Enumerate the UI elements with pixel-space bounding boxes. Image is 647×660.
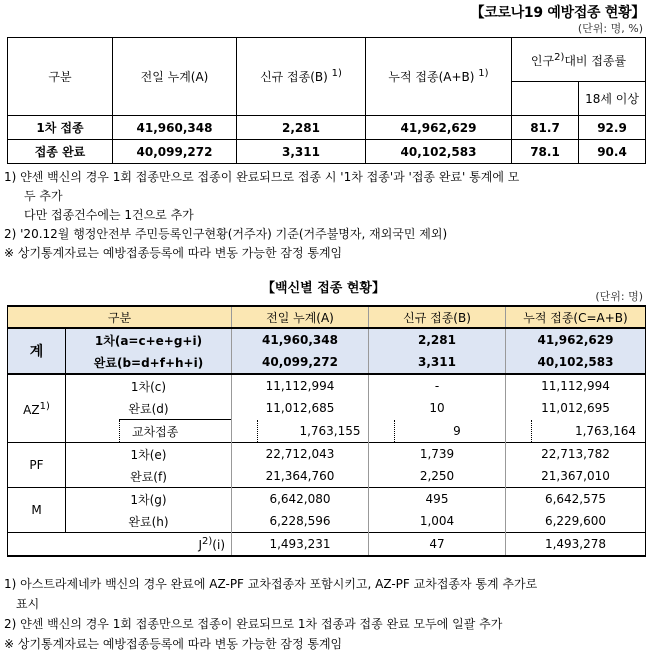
header-cum: 누적 접종(C=A+B): [506, 306, 646, 328]
row-cum: 40,102,583: [366, 140, 512, 164]
sum-new: 3,311: [369, 351, 506, 374]
row-ratio: 81.7: [512, 116, 579, 140]
sum-prev: 40,099,272: [232, 351, 369, 374]
footnote: 1) 얀센 백신의 경우 1회 접종만으로 접종이 완료되므로 접종 시 '1차 접종'과 '접종 완료' 통계에 모: [4, 170, 520, 184]
footnote: ※ 상기통계자료는 예방접종등록에 따라 변동 가능한 잠정 통계임: [4, 637, 343, 651]
row-prev: 40,099,272: [113, 140, 237, 164]
m-new: 1,004: [369, 510, 506, 533]
m-label: M: [8, 488, 66, 533]
m-cum: 6,229,600: [506, 510, 646, 533]
j-cum: 1,493,278: [506, 533, 646, 557]
sum-label: 계: [8, 328, 66, 374]
footnotes-1: [4, 168, 644, 263]
az-prev: 11,012,685: [232, 397, 369, 420]
header-prev-cum: 전일 누계(A): [113, 38, 237, 116]
page-title: 【코로나19 예방접종 현황】: [470, 5, 645, 21]
header-age: 18세 이상: [579, 82, 646, 116]
m-prev: 6,228,596: [232, 510, 369, 533]
m-sub: 1차(g): [66, 488, 232, 511]
vaccine-type-table: [7, 305, 646, 557]
pf-cum: 21,367,010: [506, 465, 646, 488]
sum-new: 2,281: [369, 328, 506, 351]
header-empty: [512, 82, 579, 116]
az-cross-cum: 1,763,164: [506, 420, 646, 443]
footnote: 2) '20.12월 행정안전부 주민등록인구현황(거주자) 기준(거주불명자, 재외국민 제외): [4, 227, 448, 241]
pf-new: 2,250: [369, 465, 506, 488]
az-label: AZ$^{1)}$: [8, 374, 66, 443]
m-new: 495: [369, 488, 506, 511]
j-label: $J^{2)}(i)$: [8, 533, 232, 557]
m-cum: 6,642,575: [506, 488, 646, 511]
m-prev: 6,642,080: [232, 488, 369, 511]
row-cum: 41,962,629: [366, 116, 512, 140]
row-age: 90.4: [579, 140, 646, 164]
header-category: 구분: [8, 38, 113, 116]
row-label: 접종 완료: [8, 140, 113, 164]
row-prev: 41,960,348: [113, 116, 237, 140]
j-new: 47: [369, 533, 506, 557]
m-sub: 완료(h): [66, 510, 232, 533]
unit-label: (단위: 명): [595, 290, 643, 303]
row-new: 2,281: [237, 116, 366, 140]
footnote: 표시: [16, 597, 40, 611]
j-prev: 1,493,231: [232, 533, 369, 557]
header-ratio: 인구$^{2)}$대비 접종률: [512, 38, 646, 82]
footnote: 2) 얀센 백신의 경우 1회 접종만으로 접종이 완료되므로 1차 접종과 접종 완료 모두에 일괄 추가: [4, 617, 503, 631]
pf-sub: 1차(e): [66, 443, 232, 466]
az-indent: [66, 420, 120, 443]
row-label: 1차 접종: [8, 116, 113, 140]
az-cum: 11,112,994: [506, 374, 646, 397]
pf-sub: 완료(f): [66, 465, 232, 488]
az-new: 10: [369, 397, 506, 420]
sum-sub: 완료(b=d+f+h+i): [66, 351, 232, 374]
unit-label: (단위: 명, %): [577, 22, 643, 35]
az-sub: 완료(d): [66, 397, 232, 420]
pf-label: PF: [8, 443, 66, 488]
sum-cum: 41,962,629: [506, 328, 646, 351]
sum-cum: 40,102,583: [506, 351, 646, 374]
footnote: 다만 접종건수에는 1건으로 추가: [24, 208, 194, 222]
footnote: 두 추가: [24, 189, 63, 203]
header-new: 신규 접종(B) $^{1)}$: [237, 38, 366, 116]
pf-new: 1,739: [369, 443, 506, 466]
az-cross-sub: 교차접종: [120, 420, 232, 443]
vaccination-summary-table: [7, 37, 646, 164]
header-category: 구분: [8, 306, 232, 328]
sum-sub: 1차(a=c+e+g+i): [66, 328, 232, 351]
footnote: 1) 아스트라제네카 백신의 경우 완료에 AZ-PF 교차접종자 포함시키고, AZ-PF 교차접종자 통계 추가로: [4, 577, 538, 591]
footnotes-2: [4, 574, 644, 654]
footnote: ※ 상기통계자료는 예방접종등록에 따라 변동 가능한 잠정 통계임: [4, 246, 343, 260]
header-cum: 누적 접종(A+B) $^{1)}$: [366, 38, 512, 116]
header-prev: 전일 누계(A): [232, 306, 369, 328]
pf-cum: 22,713,782: [506, 443, 646, 466]
sum-prev: 41,960,348: [232, 328, 369, 351]
row-age: 92.9: [579, 116, 646, 140]
az-new: -: [369, 374, 506, 397]
row-new: 3,311: [237, 140, 366, 164]
header-new: 신규 접종(B): [369, 306, 506, 328]
row-ratio: 78.1: [512, 140, 579, 164]
az-prev: 11,112,994: [232, 374, 369, 397]
section-title: 【백신별 접종 현황】: [262, 281, 385, 296]
pf-prev: 22,712,043: [232, 443, 369, 466]
az-cross-prev: 1,763,155: [232, 420, 369, 443]
az-cum: 11,012,695: [506, 397, 646, 420]
az-sub: 1차(c): [66, 374, 232, 397]
pf-prev: 21,364,760: [232, 465, 369, 488]
az-cross-new: 9: [369, 420, 506, 443]
